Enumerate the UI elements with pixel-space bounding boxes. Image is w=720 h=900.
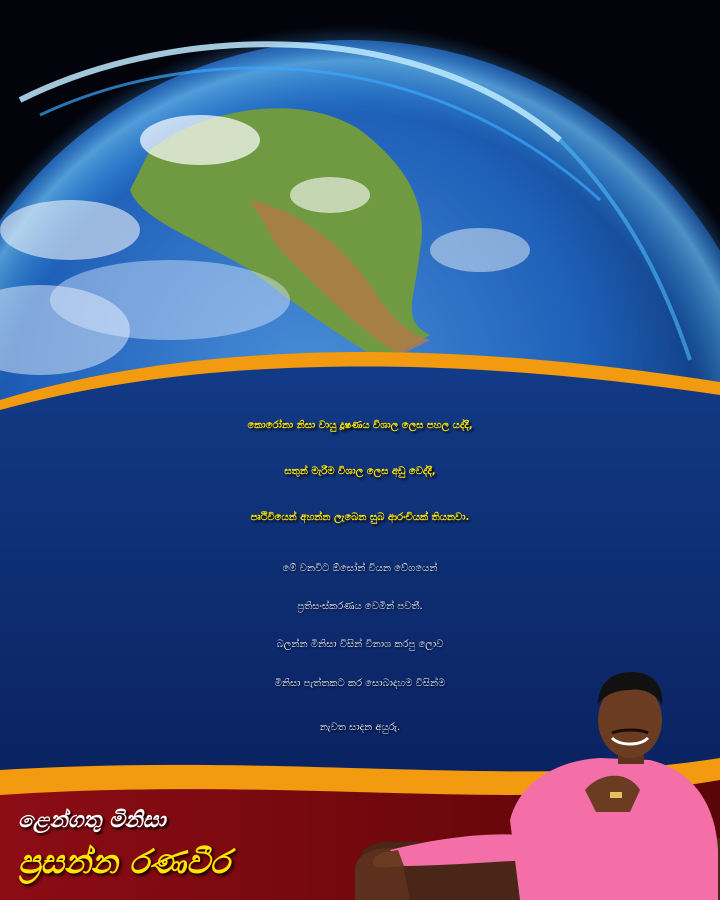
signature-title: ළෙන්ගතු මිනිසා bbox=[18, 808, 166, 833]
body-line-5: නැවත සාදන අයුරු. bbox=[319, 722, 401, 733]
highlight-line-2: සතුන් මැරීම විශාල ලෙස අඩු වෙද්දී, bbox=[284, 466, 436, 477]
signature-name: ප්‍රසන්න රණවීර bbox=[18, 842, 230, 881]
body-line-1: මේ වනවිට ඕසෝන් වියන වේගයෙන් bbox=[282, 563, 438, 574]
body-line-4: මිනිසා පැත්තකට කර සොබාදහම විසින්ම bbox=[274, 678, 446, 689]
body-line-3: බලන්න මිනිසා විසින් විනාශ කරපු ලොව bbox=[276, 639, 444, 650]
body-line-2: ප්‍රතිසංස්කරණය වෙමින් පවතී. bbox=[297, 601, 423, 612]
highlight-line-1: කොරෝනා නිසා වායු දූෂණය විශාල ලෙස පහල යද්දී, bbox=[247, 420, 473, 431]
highlight-line-3: පෘථිවියෙන් අහන්න ලැබෙන සුබ ආරංචියක් තියනවා. bbox=[250, 512, 470, 523]
